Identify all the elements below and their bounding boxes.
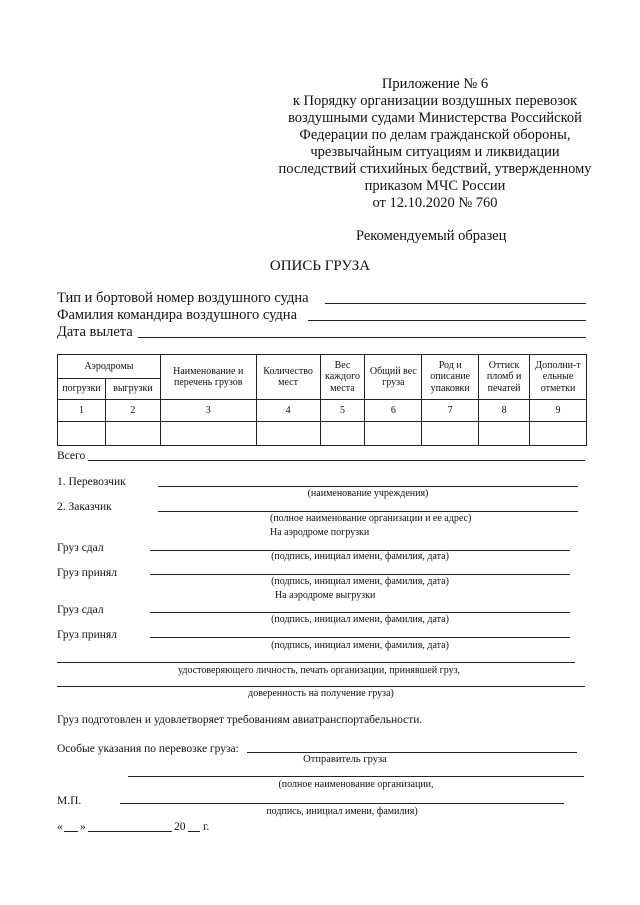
sender-heading: Отправитель груза [303,754,387,765]
customer-caption: (полное наименование организации и ее адрес) [270,513,472,524]
loading-header: погрузки [58,379,106,400]
sample-note: Рекомендуемый образец [356,228,507,244]
header-line: Федерации по делам гражданской обороны, [299,127,571,143]
packaging-header: Род и описание упаковки [422,355,479,400]
handed-label: Груз сдал [57,542,104,554]
unloading-airport-heading: На аэродроме выгрузки [275,590,376,601]
sign-caption: (подпись, инициал имени, фамилия, дата) [271,614,449,625]
received-label: Груз принял [57,629,117,641]
table-cell[interactable] [530,422,587,446]
received-label: Груз принял [57,567,117,579]
cargo-table [57,354,587,446]
column-number: 3 [160,400,256,422]
commander-field[interactable] [308,320,586,321]
table-cell[interactable] [105,422,160,446]
date-month-field[interactable] [88,831,172,832]
ready-statement: Груз подготовлен и удовлетворяет требованиям авиатранспортабельности. [57,714,423,726]
special-label: Особые указания по перевозке груза: [57,743,239,755]
handed-label: Груз сдал [57,604,104,616]
airports-header: Аэродромы [58,355,161,379]
unloading-header: выгрузки [105,379,160,400]
notes-header: Дополни-т ельные отметки [530,355,587,400]
table-cell[interactable] [365,422,422,446]
table-row [58,422,587,446]
carrier-field[interactable] [158,486,578,487]
date-year-field[interactable] [188,831,200,832]
weight-each-header: Вес каждого места [320,355,365,400]
departure-label: Дата вылета [57,324,133,340]
signature-field[interactable] [120,803,564,804]
header-line: последствий стихийных бедствий, утвержденному [278,161,592,177]
sender-org-field[interactable] [128,776,584,777]
column-number: 6 [365,400,422,422]
received-field[interactable] [150,637,570,638]
total-field[interactable] [88,460,585,461]
column-number: 7 [422,400,479,422]
carrier-caption: (наименование учреждения) [307,488,429,499]
page-title: ОПИСЬ ГРУЗА [269,258,371,274]
header-line: воздушными судами Министерства Российской [288,110,582,126]
customer-field[interactable] [158,511,578,512]
aircraft-field[interactable] [325,303,586,304]
column-number: 5 [320,400,365,422]
departure-field[interactable] [138,337,586,338]
date-year-suffix: г. [203,821,210,833]
stamp-label: М.П. [57,795,82,807]
received-field[interactable] [150,574,570,575]
column-number: 1 [58,400,106,422]
proxy-field[interactable] [57,686,585,687]
seals-header: Оттиск пломб и печатей [479,355,530,400]
header-line: от 12.10.2020 № 760 [372,195,498,211]
org-caption: (полное наименование организации, [278,779,434,790]
id-caption: удостоверяющего личность, печать организации, принявшей груз, [178,665,461,676]
aircraft-label: Тип и бортовой номер воздушного судна [57,290,309,306]
appendix-number: Приложение № 6 [381,76,489,92]
sign-caption: (подпись, инициал имени, фамилия, дата) [271,576,449,587]
table-cell[interactable] [58,422,106,446]
total-weight-header: Общий вес груза [365,355,422,400]
header-line: чрезвычайным ситуациям и ликвидации [310,144,560,160]
column-number: 2 [105,400,160,422]
signature-caption: подпись, инициал имени, фамилия) [266,806,418,817]
table-cell[interactable] [479,422,530,446]
date-year-prefix: 20 [174,821,186,833]
id-field[interactable] [57,662,575,663]
handed-field[interactable] [150,612,570,613]
header-line: к Порядку организации воздушных перевозок [292,93,578,109]
date-close-quote: » [80,821,86,833]
places-header: Количество мест [256,355,320,400]
header-line: приказом МЧС России [364,178,506,194]
date-day-field[interactable] [64,831,78,832]
cargo-name-header: Наименование и перечень грузов [160,355,256,400]
sign-caption: (подпись, инициал имени, фамилия, дата) [271,551,449,562]
column-number: 8 [479,400,530,422]
customer-label: 2. Заказчик [57,501,112,513]
table-cell[interactable] [256,422,320,446]
column-number: 9 [530,400,587,422]
sign-caption: (подпись, инициал имени, фамилия, дата) [271,640,449,651]
table-cell[interactable] [160,422,256,446]
table-cell[interactable] [320,422,365,446]
proxy-caption: доверенность на получение груза) [248,688,394,699]
table-cell[interactable] [422,422,479,446]
carrier-label: 1. Перевозчик [57,476,126,488]
column-number: 4 [256,400,320,422]
loading-airport-heading: На аэродроме погрузки [270,527,370,538]
commander-label: Фамилия командира воздушного судна [57,307,298,323]
date-open-quote: « [57,821,63,833]
total-label: Всего [57,450,86,462]
special-field[interactable] [247,752,577,753]
